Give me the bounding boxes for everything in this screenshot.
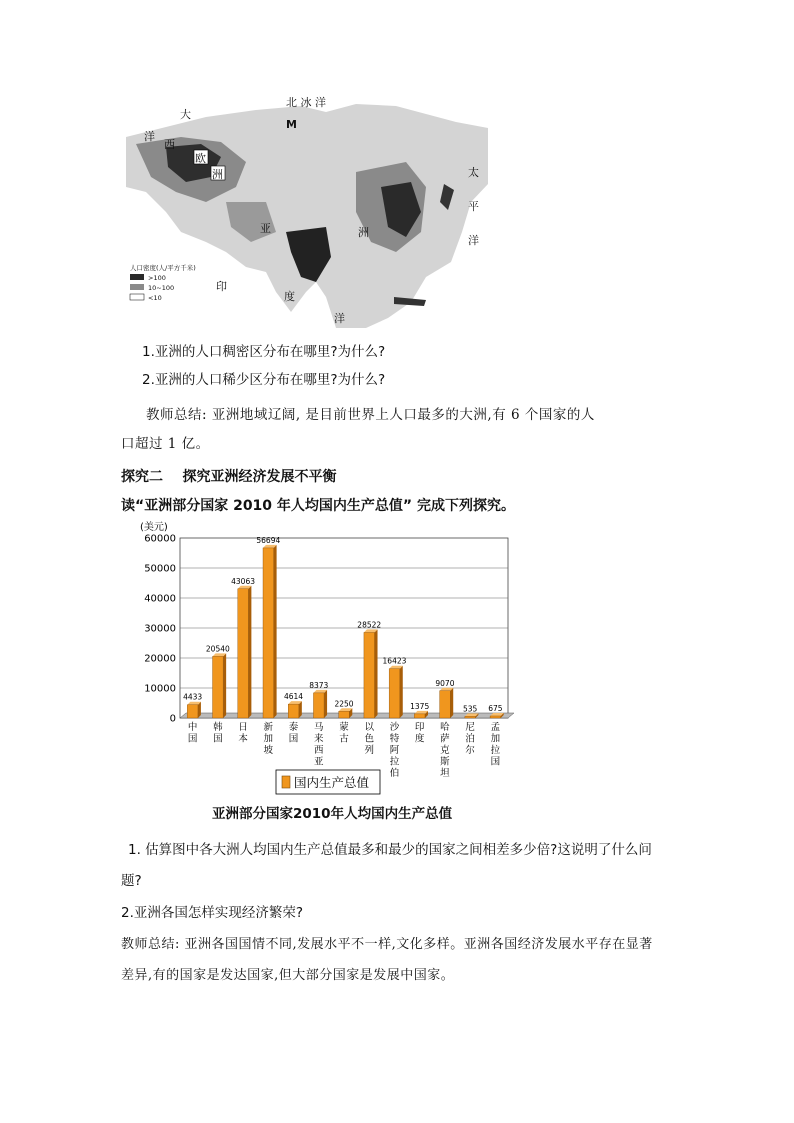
section-intro: 读“亚洲部分国家 2010 年人均国内生产总值” 完成下列探究。: [121, 498, 515, 514]
bar-value-label: 675: [488, 703, 503, 713]
map-label-zhou-asia: 洲: [358, 226, 369, 239]
map-label-tai: 太: [468, 166, 479, 179]
bar: [465, 716, 476, 718]
bar-side: [223, 653, 226, 718]
y-tick-label: 20000: [144, 653, 176, 665]
bar-value-label: 8373: [309, 680, 329, 690]
legend-item-high: >100: [148, 274, 166, 282]
category-label-char: 蒙: [339, 722, 349, 733]
category-label-char: 国: [187, 733, 198, 745]
category-label-char: 泰: [288, 722, 299, 733]
bar: [339, 711, 350, 718]
bar-side: [248, 586, 251, 718]
bar-side: [274, 545, 277, 718]
category-label-char: 列: [364, 745, 374, 756]
category-label-char: 亚: [314, 756, 324, 768]
category-label-char: 西: [314, 745, 324, 756]
question-2-1-line-2: 题?: [121, 873, 142, 889]
bar-value-label: 2250: [334, 699, 354, 709]
category-label-char: 马: [314, 722, 324, 733]
y-tick-label: 10000: [144, 683, 176, 695]
category-label-char: 坦: [440, 768, 450, 779]
bar-value-label: 43063: [231, 576, 256, 586]
bar-value-label: 535: [462, 704, 478, 714]
bar-side: [450, 688, 453, 718]
bar-value-label: 56694: [256, 535, 281, 545]
map-label-du: 度: [284, 290, 295, 303]
category-label-char: 尼: [465, 722, 475, 733]
teacher-summary-1-line-2: 口超过 1 亿。: [121, 436, 210, 452]
category-label-char: 来: [314, 733, 324, 745]
question-2-2: 2.亚洲各国怎样实现经济繁荣?: [121, 905, 304, 921]
bar-value-label: 28522: [357, 620, 382, 630]
chart-title: 亚洲部分国家2010年人均国内生产总值: [212, 806, 453, 822]
category-label-char: 度: [414, 733, 425, 745]
category-label-char: 哈: [440, 722, 450, 733]
category-label-char: 中: [187, 722, 198, 733]
bar: [313, 693, 324, 718]
chart-unit-label: (美元): [140, 522, 168, 533]
category-label-char: 色: [364, 733, 374, 745]
bar-value-label: 4614: [283, 692, 304, 702]
category-label-char: 以: [364, 722, 374, 733]
legend-item-medium: 10~100: [148, 284, 175, 292]
bar: [213, 656, 224, 718]
map-label-xi: 西: [164, 138, 175, 151]
asia-population-density-map: [126, 92, 492, 328]
category-label-char: 阿: [389, 745, 400, 756]
bar-side: [375, 629, 378, 718]
category-label-char: 印: [414, 722, 425, 733]
category-label-char: 特: [389, 733, 400, 745]
map-label-zhou-europe: 洲: [212, 168, 223, 181]
legend-title: 人口密度(人/平方千米): [130, 264, 196, 272]
question-2: 2.亚洲的人口稀少区分布在哪里?为什么?: [142, 372, 386, 388]
category-label-char: 国: [490, 756, 501, 768]
y-tick-label: 50000: [144, 563, 176, 575]
legend-label: 国内生产总值: [294, 775, 370, 790]
map-label-ya: 亚: [260, 222, 271, 235]
question-1: 1.亚洲的人口稠密区分布在哪里?为什么?: [142, 344, 386, 360]
bar-value-label: 20540: [205, 644, 230, 654]
bar-side: [324, 690, 327, 718]
category-label-char: 尔: [465, 745, 475, 756]
section-heading: 探究二 探究亚洲经济发展不平衡: [121, 469, 337, 485]
bar: [187, 705, 198, 718]
category-label-char: 古: [339, 733, 349, 745]
category-label-char: 加: [263, 733, 274, 745]
bar: [440, 691, 451, 718]
bar: [490, 716, 501, 718]
map-label-yang-indian: 洋: [334, 312, 345, 325]
map-label-m: M: [286, 118, 297, 131]
legend-swatch: [282, 776, 290, 788]
category-label-char: 沙: [389, 722, 400, 733]
legend-item-low: <10: [148, 294, 162, 302]
map-label-ping: 平: [468, 200, 479, 213]
category-label-char: 坡: [263, 745, 274, 756]
category-label-char: 国: [288, 733, 299, 745]
category-label-char: 新: [263, 722, 274, 733]
map-label-yang-pacific: 洋: [468, 234, 479, 247]
bar-value-label: 16423: [382, 656, 407, 666]
y-tick-label: 60000: [144, 533, 176, 545]
gdp-bar-chart: [122, 518, 518, 800]
category-label-char: 本: [238, 733, 248, 745]
bar-value-label: 9070: [435, 678, 455, 688]
category-label-char: 孟: [490, 722, 501, 733]
category-label-char: 国: [213, 733, 223, 745]
bar: [238, 589, 249, 718]
category-label-char: 拉: [389, 756, 400, 768]
y-tick-label: 40000: [144, 593, 176, 605]
teacher-summary-2-line-1: 教师总结: 亚洲各国国情不同,发展水平不一样,文化多样。亚洲各国经济发展水平存在显著: [121, 937, 653, 952]
bar: [288, 704, 299, 718]
bar-value-label: 4433: [183, 692, 203, 702]
category-label-char: 伯: [389, 768, 400, 779]
bar: [389, 669, 400, 718]
category-label-char: 克: [440, 745, 450, 756]
y-tick-label: 30000: [144, 623, 176, 635]
category-label-char: 加: [490, 733, 501, 745]
category-label-char: 萨: [440, 733, 450, 745]
category-label-char: 斯: [440, 756, 450, 768]
teacher-summary-2-line-2: 差异,有的国家是发达国家,但大部分国家是发展中国家。: [121, 968, 455, 983]
category-label-char: 韩: [213, 722, 223, 733]
chart-legend: [276, 770, 380, 794]
plot-area: [144, 534, 514, 780]
teacher-summary-1-line-1: 教师总结: 亚洲地域辽阔, 是目前世界上人口最多的大洲,有 6 个国家的人: [146, 407, 595, 423]
map-label-yang-atlantic: 洋: [144, 130, 155, 143]
map-label-ou: 欧: [195, 152, 206, 165]
bar: [414, 714, 425, 718]
category-label-char: 拉: [490, 745, 501, 756]
map-label-arctic-ocean: 北 冰 洋: [286, 96, 326, 109]
map-label-yin: 印: [216, 280, 227, 293]
map-label-da: 大: [180, 108, 191, 121]
question-2-1-line-1: 1. 估算图中各大洲人均国内生产总值最多和最少的国家之间相差多少倍?这说明了什么问: [128, 842, 652, 858]
bar: [263, 548, 274, 718]
bar: [364, 632, 375, 718]
category-label-char: 泊: [465, 733, 475, 745]
bar-value-label: 1375: [410, 701, 430, 711]
bar-side: [400, 666, 403, 718]
category-label-char: 日: [238, 722, 248, 733]
y-tick-label: 0: [169, 713, 176, 725]
